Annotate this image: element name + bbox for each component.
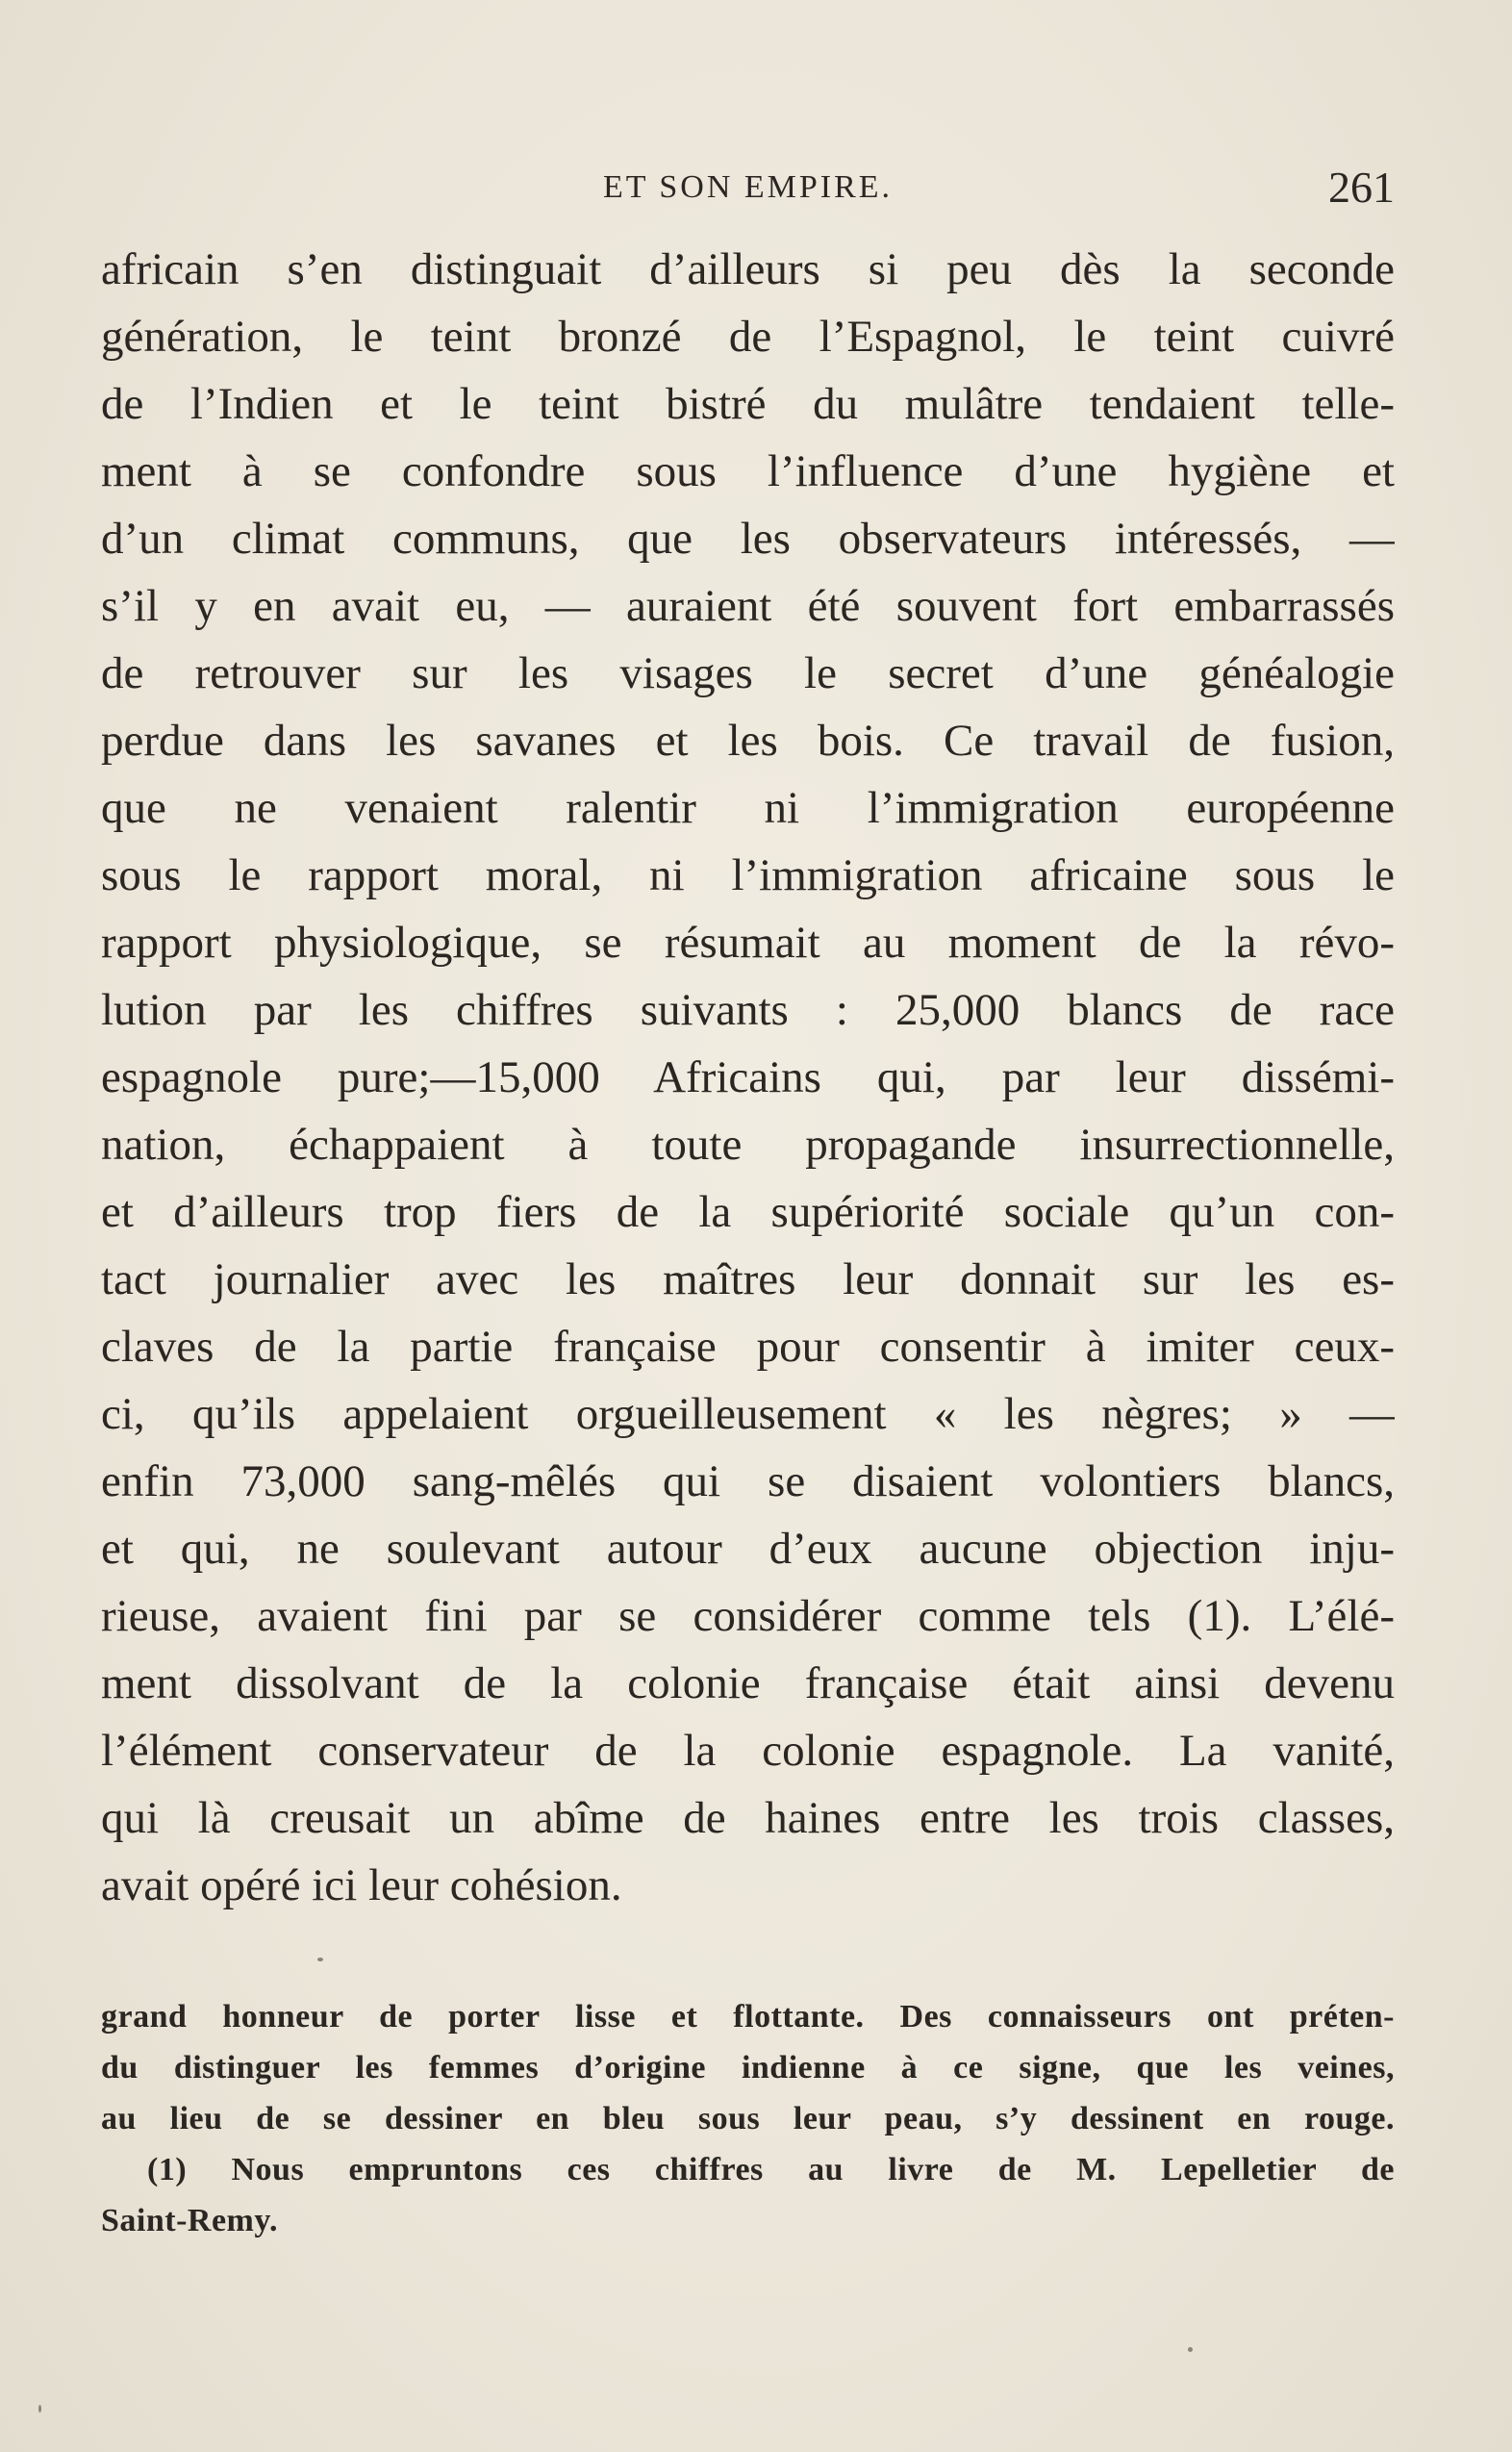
text-line: que ne venaient ralentir ni l’immigration européenne (101, 783, 1395, 833)
text-line: sous le rapport moral, ni l’immigration africaine sous le (101, 850, 1395, 900)
paper-speck (1188, 2347, 1193, 2352)
text-line: génération, le teint bronzé de l’Espagnol, le teint cuivré (101, 312, 1395, 362)
text-line: et d’ailleurs trop fiers de la supériorité sociale qu’un con- (101, 1187, 1395, 1237)
text-line: ment dissolvant de la colonie française était ainsi devenu (101, 1658, 1395, 1708)
running-head (101, 162, 1395, 219)
footnote-line: grand honneur de porter lisse et flottante. Des connaisseurs ont préten- (101, 1999, 1395, 2035)
text-line: ci, qu’ils appelaient orgueilleusement « les nègres; » — (101, 1389, 1395, 1439)
text-line: d’un climat communs, que les observateurs intéressés, — (101, 514, 1395, 564)
footnotes (101, 1991, 1395, 2246)
text-line: et qui, ne soulevant autour d’eux aucune objection inju- (101, 1524, 1395, 1574)
text-line: de l’Indien et le teint bistré du mulâtre tendaient telle- (101, 379, 1395, 429)
text-line: ment à se confondre sous l’influence d’une hygiène et (101, 446, 1395, 496)
text-line: rapport physiologique, se résumait au moment de la révo- (101, 918, 1395, 968)
text-line: lution par les chiffres suivants : 25,000 blancs de race (101, 985, 1395, 1035)
text-line: de retrouver sur les visages le secret d’une généalogie (101, 648, 1395, 698)
text-line: qui là creusait un abîme de haines entre les trois classes, (101, 1793, 1395, 1843)
text-line: tact journalier avec les maîtres leur donnait sur les es- (101, 1254, 1395, 1304)
text-line: africain s’en distinguait d’ailleurs si peu dès la seconde (101, 244, 1395, 294)
text-line: l’élément conservateur de la colonie espagnole. La vanité, (101, 1726, 1395, 1776)
text-line-last: avait opéré ici leur cohésion. (101, 1860, 622, 1910)
text-line: rieuse, avaient fini par se considérer comme tels (1). L’élé- (101, 1591, 1395, 1641)
text-line: espagnole pure;—15,000 Africains qui, par leur dissémi- (101, 1052, 1395, 1102)
text-line: s’il y en avait eu, — auraient été souvent fort embarrassés (101, 581, 1395, 631)
body-text (101, 236, 1395, 1919)
footnote-line-last: Saint-Remy. (101, 2203, 278, 2238)
text-line: perdue dans les savanes et les bois. Ce travail de fusion, (101, 716, 1395, 766)
text-line: enfin 73,000 sang-mêlés qui se disaient volontiers blancs, (101, 1456, 1395, 1506)
paper-speck (38, 2405, 41, 2413)
footnote-line: au lieu de se dessiner en bleu sous leur peau, s’y dessinent en rouge. (101, 2101, 1395, 2136)
text-line: nation, échappaient à toute propagande insurrectionnelle, (101, 1120, 1395, 1170)
running-title: ET SON EMPIRE. (602, 169, 894, 205)
text-line: claves de la partie française pour consentir à imiter ceux- (101, 1322, 1395, 1372)
paper-speck (317, 1958, 323, 1961)
footnote-1: (1) Nous empruntons ces chiffres au livre de M. Lepelletier de (147, 2152, 1395, 2187)
page-number: 261 (1328, 163, 1395, 212)
footnote-line: du distinguer les femmes d’origine indienne à ce signe, que les veines, (101, 2050, 1395, 2085)
